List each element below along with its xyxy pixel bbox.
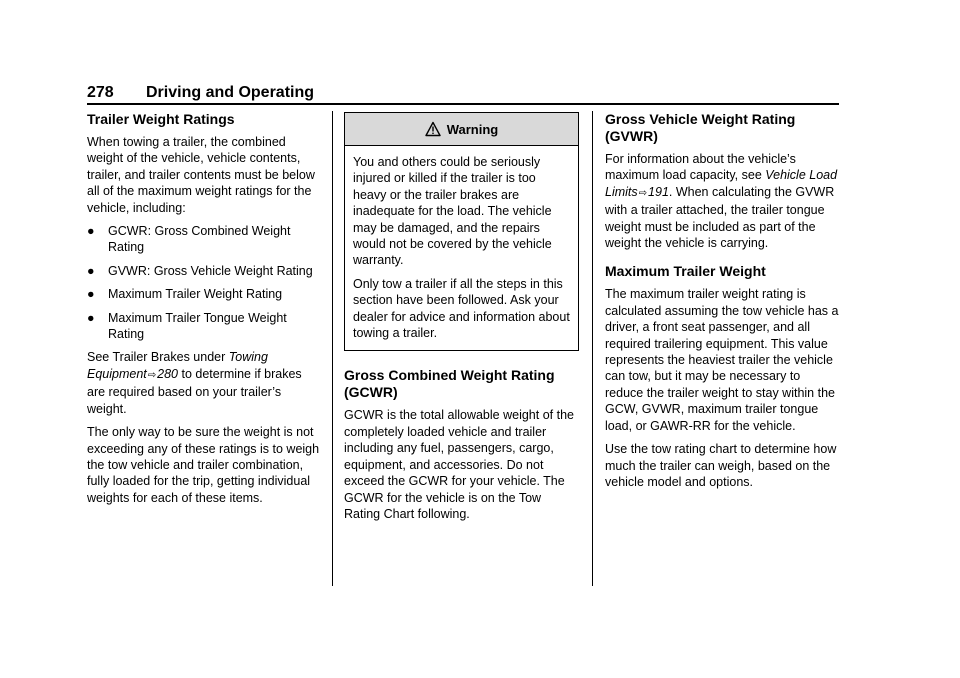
warning-box [344, 112, 579, 351]
bullet-icon: ● [87, 310, 95, 325]
list-item: ● Maximum Trailer Tongue Weight Rating [87, 310, 287, 342]
see-reference-paragraph: See Trailer Brakes under Towing Equipment⇨280 to determine if brakes are required based on your trailer’s weight. [87, 350, 302, 416]
heading-trailer-weight-ratings: Trailer Weight Ratings [87, 111, 235, 127]
ratings-list [87, 223, 322, 342]
warning-header [345, 113, 578, 146]
towing-equipment-link[interactable]: Towing Equipment [87, 350, 268, 381]
towing-equipment-page[interactable]: 280 [157, 366, 179, 381]
warning-paragraph-2: Only tow a trailer if all the steps in this section have been followed. Ask your dealer for advice and information about towing a trailer. [353, 276, 570, 341]
column-1 [87, 111, 322, 513]
intro-paragraph: When towing a trailer, the combined weight of the vehicle, vehicle contents, trailer, and trailer contents must be below all of the maximum weight ratings for the vehicle, including: [87, 135, 315, 215]
gcwr-paragraph: GCWR is the total allowable weight of the completely loaded vehicle and trailer including any fuel, passengers, cargo, equipment, and accessories. Do not exceed the GCWR for your vehicle. The GCWR for the vehicle is on the Tow Rating Chart following. [344, 408, 574, 521]
warning-body [345, 146, 578, 350]
list-item: ● GCWR: Gross Combined Weight Rating [87, 224, 291, 255]
section-title: Driving and Operating [146, 84, 315, 101]
weigh-paragraph: The only way to be sure the weight is not exceeding any of these ratings is to weigh the tow vehicle and trailer combination, fully loaded for the trip, getting individual weights for each of these items. [87, 425, 320, 505]
heading-gcwr: Gross Combined Weight Rating (GCWR) [344, 367, 555, 401]
column-divider-right [592, 111, 593, 586]
column-divider-left [332, 111, 333, 586]
page-ref-arrow-icon: ⇨ [638, 187, 648, 199]
bullet-icon: ● [87, 263, 95, 278]
tow-rating-chart-paragraph: Use the tow rating chart to determine how much the trailer can weigh, based on the vehicle model and options. [605, 442, 837, 489]
vehicle-load-limits-link[interactable]: Vehicle Load Limits [605, 168, 838, 199]
heading-gvwr: Gross Vehicle Weight Rating (GVWR) [605, 111, 796, 144]
header-rule [87, 103, 839, 105]
column-2 [344, 112, 579, 529]
gvwr-paragraph: For information about the vehicle’s maximum load capacity, see Vehicle Load Limits⇨191. When calculating the GVWR with a trailer attached, the trailer tongue weight must be included as part of the weight the vehicle is carrying. [605, 152, 838, 251]
list-item: ● Maximum Trailer Weight Rating [87, 287, 283, 302]
warning-title: Warning [446, 121, 499, 137]
bullet-icon: ● [87, 287, 95, 302]
max-trailer-weight-paragraph: The maximum trailer weight rating is calculated assuming the tow vehicle has a driver, a front seat passenger, and all required trailering equipment. This value represents the heaviest trailer the vehicle can tow, but it may be necessary to reduce the trailer weight to stay within the GCW, GVWR, maximum trailer tongue load, or GAWR-RR for the vehicle. [605, 287, 839, 433]
column-3 [605, 111, 840, 497]
bullet-icon: ● [87, 224, 95, 239]
page-ref-arrow-icon: ⇨ [147, 369, 157, 381]
page-number: 278 [87, 84, 114, 101]
vehicle-load-limits-page[interactable]: 191 [648, 184, 669, 199]
heading-max-trailer-weight: Maximum Trailer Weight [605, 263, 766, 280]
warning-paragraph-1: You and others could be seriously injured or killed if the trailer is too heavy or the trailer brakes are inadequate for the load. The vehicle may be damaged, and the repairs would not be covered by the vehicle warranty. [353, 155, 552, 268]
list-item: ● GVWR: Gross Vehicle Weight Rating [87, 263, 313, 278]
warning-triangle-icon [425, 121, 441, 137]
